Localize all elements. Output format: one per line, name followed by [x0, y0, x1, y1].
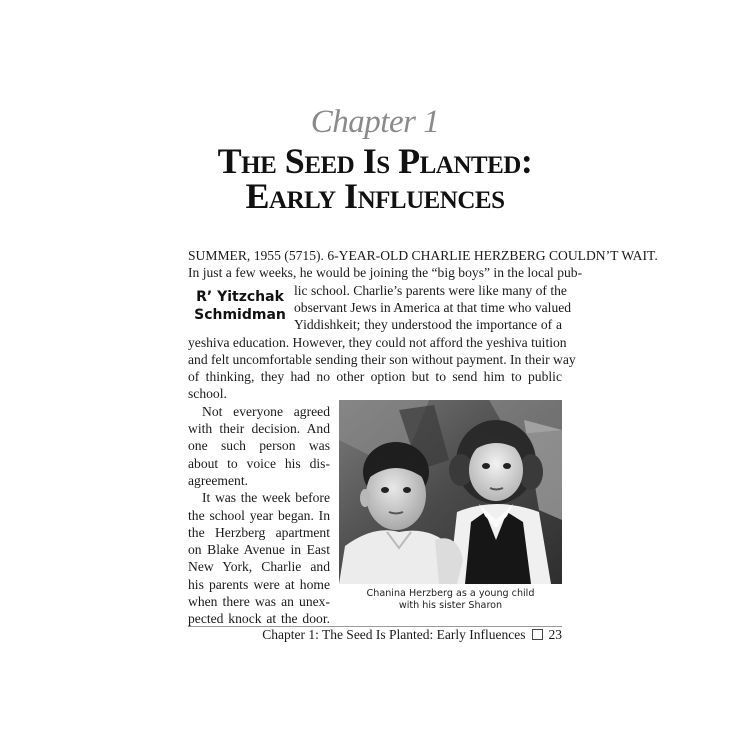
text-line: the school year began. In — [188, 508, 330, 523]
text-line: agreement. — [188, 473, 249, 488]
text-line: when there was an unex- — [188, 594, 330, 609]
author-byline — [190, 288, 290, 324]
text-line: about to voice his dis- — [188, 456, 330, 471]
text-line: pected knock at the door. — [188, 611, 330, 626]
chapter-label: Chapter 1 — [310, 104, 440, 140]
chapter-title-line-2: Early Influences — [245, 176, 505, 216]
text-line: Yiddishkeit; they understood the importance of a — [294, 317, 562, 332]
chapter-title-line-1: The Seed Is Planted: — [217, 141, 533, 181]
photo-caption — [339, 588, 562, 612]
text-line: observant Jews in America at that time who valued — [294, 300, 572, 315]
text-line: his parents were at home — [188, 577, 330, 592]
text-line: one such person was — [188, 438, 330, 453]
text-line: Not everyone agreed — [202, 404, 330, 419]
caption-line-1: Chanina Herzberg as a young child — [366, 588, 535, 599]
text-line: In just a few weeks, he would be joining the “big boys” in the local pub- — [188, 265, 583, 280]
text-line: on Blake Avenue in East — [188, 542, 330, 557]
family-photo — [339, 400, 562, 584]
author-name-line-1: R’ Yitzchak — [196, 289, 284, 305]
running-head: Chapter 1: The Seed Is Planted: Early Influences — [262, 627, 526, 642]
caption-line-2: with his sister Sharon — [398, 600, 503, 611]
text-line: with their decision. And — [188, 421, 330, 436]
text-line: SUMMER, 1955 (5715). 6-YEAR-OLD CHARLIE HERZBERG COULDN’T WAIT. — [188, 248, 658, 263]
text-line: New York, Charlie and — [188, 559, 330, 574]
running-footer — [188, 626, 562, 644]
square-ornament-icon — [532, 629, 543, 640]
text-line: It was the week before — [202, 490, 330, 505]
author-name-line-2: Schmidman — [194, 307, 286, 323]
text-line: yeshiva education. However, they could not afford the yeshiva tuition — [188, 335, 567, 350]
text-line: the Herzberg apartment — [188, 525, 330, 540]
text-line: and felt uncomfortable sending their son without payment. In their way — [188, 352, 576, 367]
text-line: lic school. Charlie’s parents were like many of the — [294, 283, 567, 298]
page-number: 23 — [548, 627, 562, 642]
text-line: school. — [188, 386, 227, 401]
text-line: of thinking, they had no other option but to send him to public — [188, 369, 562, 384]
